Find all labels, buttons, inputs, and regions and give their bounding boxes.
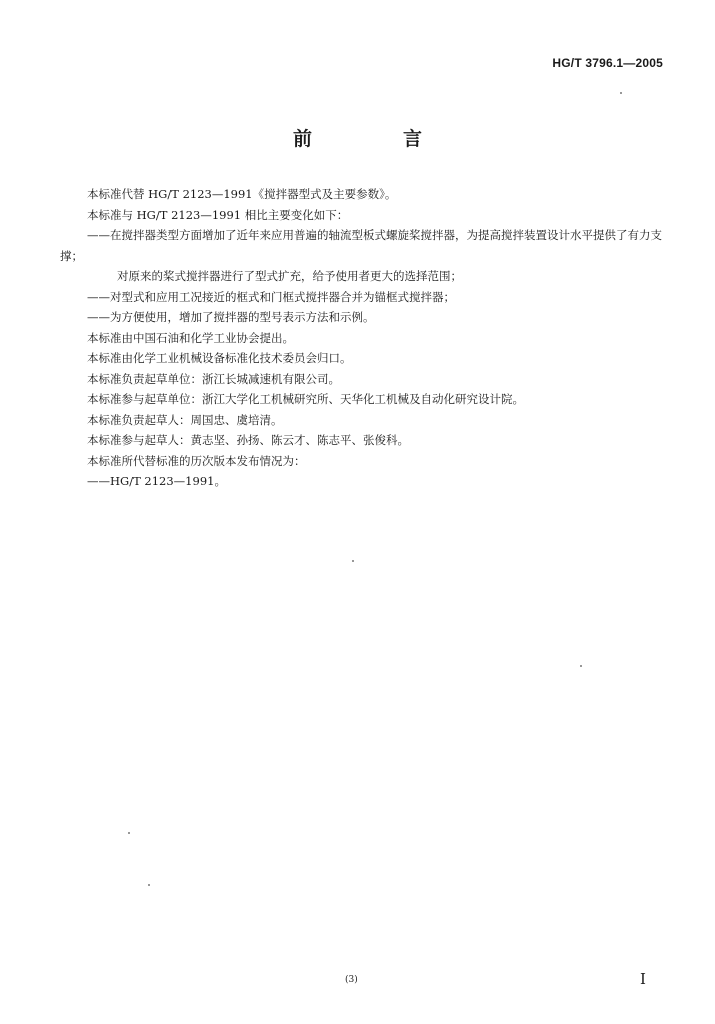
scan-speck <box>580 665 582 667</box>
foreword-body <box>60 184 665 492</box>
paragraph-change-2: ——对型式和应用工况接近的框式和门框式搅拌器合并为锚框式搅拌器； <box>87 289 455 304</box>
paragraph-centralized-by: 本标准由化学工业机械设备标准化技术委员会归口。 <box>87 351 352 365</box>
scan-speck <box>352 560 354 562</box>
standard-code: HG/T 3796.1—2005 <box>552 56 663 70</box>
paragraph-proposed-by: 本标准由中国石油和化学工业协会提出。 <box>87 330 294 345</box>
scan-speck <box>128 832 130 834</box>
paragraph-change-1: ——在搅拌器类型方面增加了近年来应用普遍的轴流型板式螺旋桨搅拌器，为提高搅拌装置设计水平提供了有力支撑； <box>60 228 662 263</box>
paragraph-replaces: 本标准代替 HG/T 2123—1991《搅拌器型式及主要参数》。 <box>87 187 397 201</box>
paragraph-change-1-cont: 对原来的桨式搅拌器进行了型式扩充，给予使用者更大的选择范围； <box>117 269 462 283</box>
paragraph-history-intro: 本标准所代替标准的历次版本发布情况为： <box>87 453 306 468</box>
footer-mark: (3) <box>345 975 358 985</box>
paragraph-changes-intro: 本标准与 HG/T 2123—1991 相比主要变化如下： <box>87 207 349 222</box>
paragraph-participating-orgs: 本标准参与起草单位：浙江大学化工机械研究所、天华化工机械及自动化研究设计院。 <box>87 392 524 406</box>
paragraph-change-3: ——为方便使用，增加了搅拌器的型号表示方法和示例。 <box>87 310 375 324</box>
scan-speck <box>620 92 622 94</box>
page-number: I <box>640 970 646 988</box>
paragraph-lead-drafter-org: 本标准负责起草单位：浙江长城减速机有限公司。 <box>87 371 340 386</box>
paragraph-history-item: ——HG/T 2123—1991。 <box>87 474 226 488</box>
paragraph-participating-drafters: 本标准参与起草人：黄志坚、孙扬、陈云才、陈志平、张俊科。 <box>87 433 409 447</box>
scan-speck <box>148 884 150 886</box>
paragraph-lead-drafters: 本标准负责起草人：周国忠、虞培清。 <box>87 412 283 427</box>
page-title: 前 言 <box>292 128 458 150</box>
